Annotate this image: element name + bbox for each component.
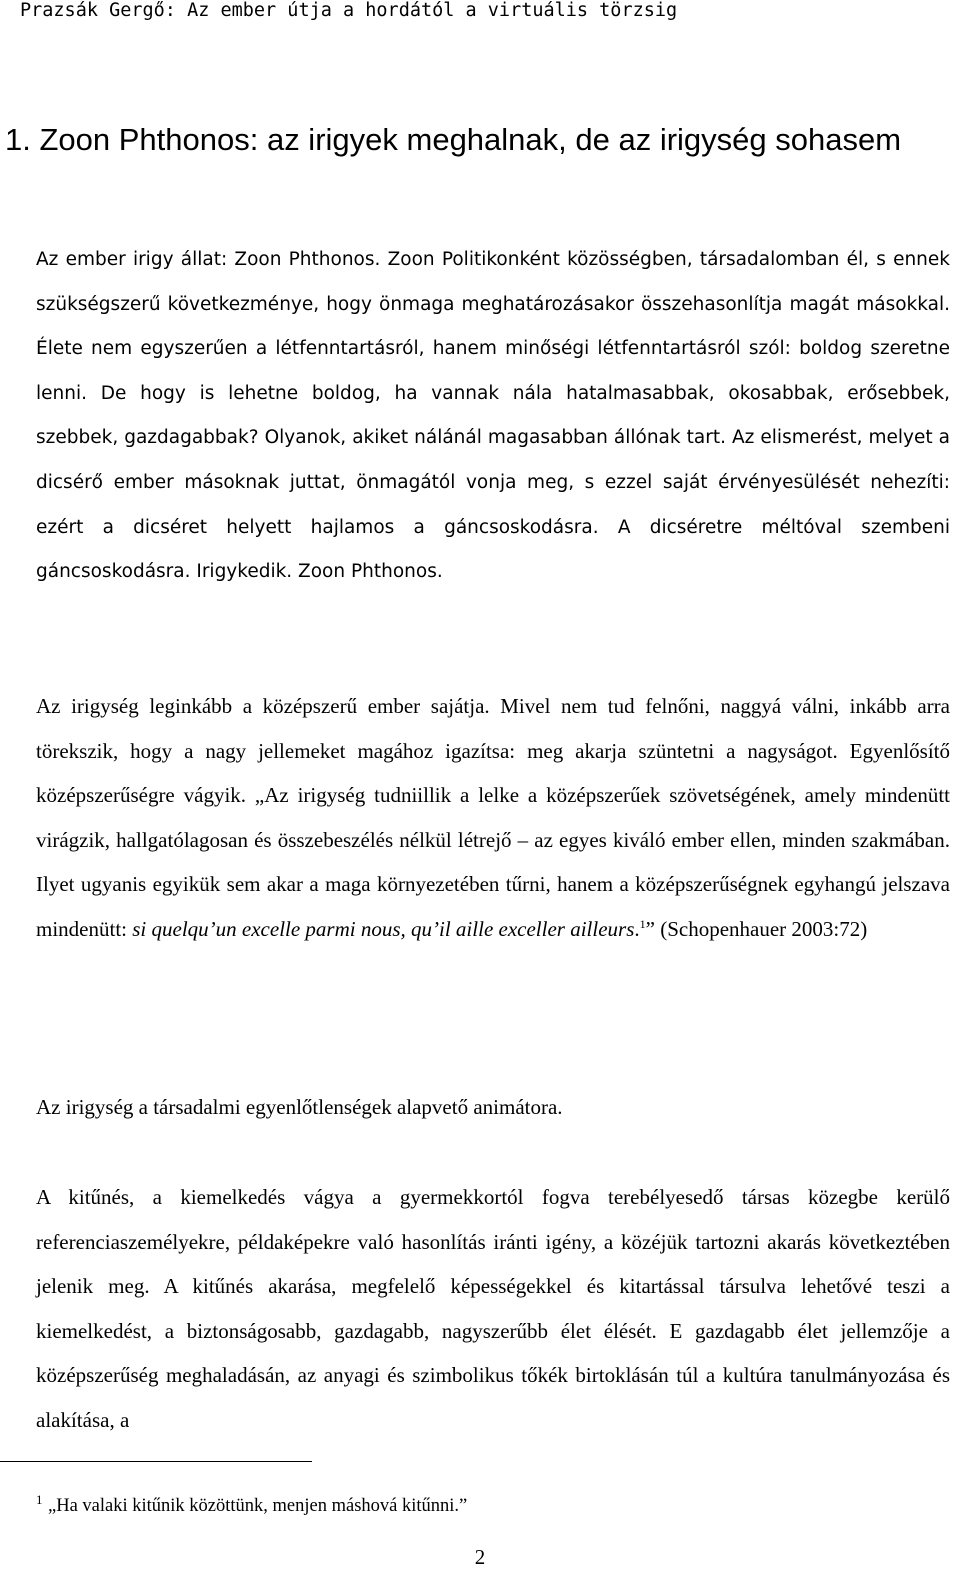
chapter-title: 1. Zoon Phthonos: az irigyek meghalnak, de az irigység sohasem <box>5 122 902 157</box>
paragraph-3: Az irigység a társadalmi egyenlőtlenségek alapvető animátora. <box>36 1095 563 1119</box>
quote-period: . <box>634 916 640 941</box>
citation: ” (Schopenhauer 2003:72) <box>645 916 868 941</box>
footnote <box>36 1492 936 1520</box>
paragraph-1: Az ember irigy állat: Zoon Phthonos. Zoon Politikonként közösségben, társadalomban él, s ennek szükségszerű következménye, hogy önmaga meghatározásakor összehasonlítja magát másokkal. Élete nem egyszerűen a létfenntartásról, hanem minőségi létfenntartásról szól: boldog szeretne lenni. De hogy is lehetne boldog, ha vannak nála hatalmasabbak, okosabbak, erősebbek, szebbek, gazdagabbak? Olyanok, akiket nálánál magasabban állónak tart. Az elismerést, melyet a dicsérő ember másoknak juttat, önmagától vonja meg, s ezzel saját érvényesülését nehezíti: ezért a dicséret helyett hajlamos a gáncsoskodásra. A dicséretre méltóval szembeni gáncsoskodásra. Irigykedik. Zoon Phthonos. <box>36 249 950 583</box>
paragraph-2-text: Az irigység leginkább a középszerű ember sajátja. Mivel nem tud felnőni, naggyá válni, inkább arra törekszik, hogy a nagy jellemeket magához igazítsa: meg akarja szüntetni a nagyságot. Egyenlősítő középszerűségre vágyik. „Az irigység tudniillik a lelke a középszerűek szövetségének, amely mindenütt virágzik, hallgatólagosan és összebeszélés nélkül létrejő – az egyes kiváló ember ellen, minden szakmában. Ilyet ugyanis egyikük sem akar a maga környezetében tűrni, hanem a középszerűségnek egyhangú jelszava mindenütt: <box>36 694 950 941</box>
footnote-text: „Ha valaki kitűnik közöttünk, menjen máshová kitűnni.” <box>48 1496 468 1516</box>
page-number: 2 <box>474 1545 486 1569</box>
french-quote: si quelqu’un excelle parmi nous, qu’il aille exceller ailleurs <box>132 916 635 941</box>
footnote-separator <box>0 1461 312 1462</box>
footnote-number: 1 <box>36 1492 43 1507</box>
paragraph-2 <box>36 684 950 952</box>
running-header: Prazsák Gergő: Az ember útja a hordától a virtuális törzsig <box>20 0 678 21</box>
paragraph-4: A kitűnés, a kiemelkedés vágya a gyermekkortól fogva terebélyesedő társas közegbe kerülő referenciaszemélyekre, példaképekre való hasonlítás iránti igény, a közéjük tartozni akarás következtében jelenik meg. A kitűnés akarása, megfelelő képességekkel és kitartással társulva lehetővé teszi a kiemelkedést, a biztonságosabb, gazdagabb, nagyszerűbb élet élését. E gazdagabb élet jellemzője a középszerűség meghaladásán, az anyagi és szimbolikus tőkék birtoklásán túl a kultúra tanulmányozása és alakítása, a <box>36 1185 950 1432</box>
footnote-reference[interactable]: 1 <box>639 916 646 931</box>
